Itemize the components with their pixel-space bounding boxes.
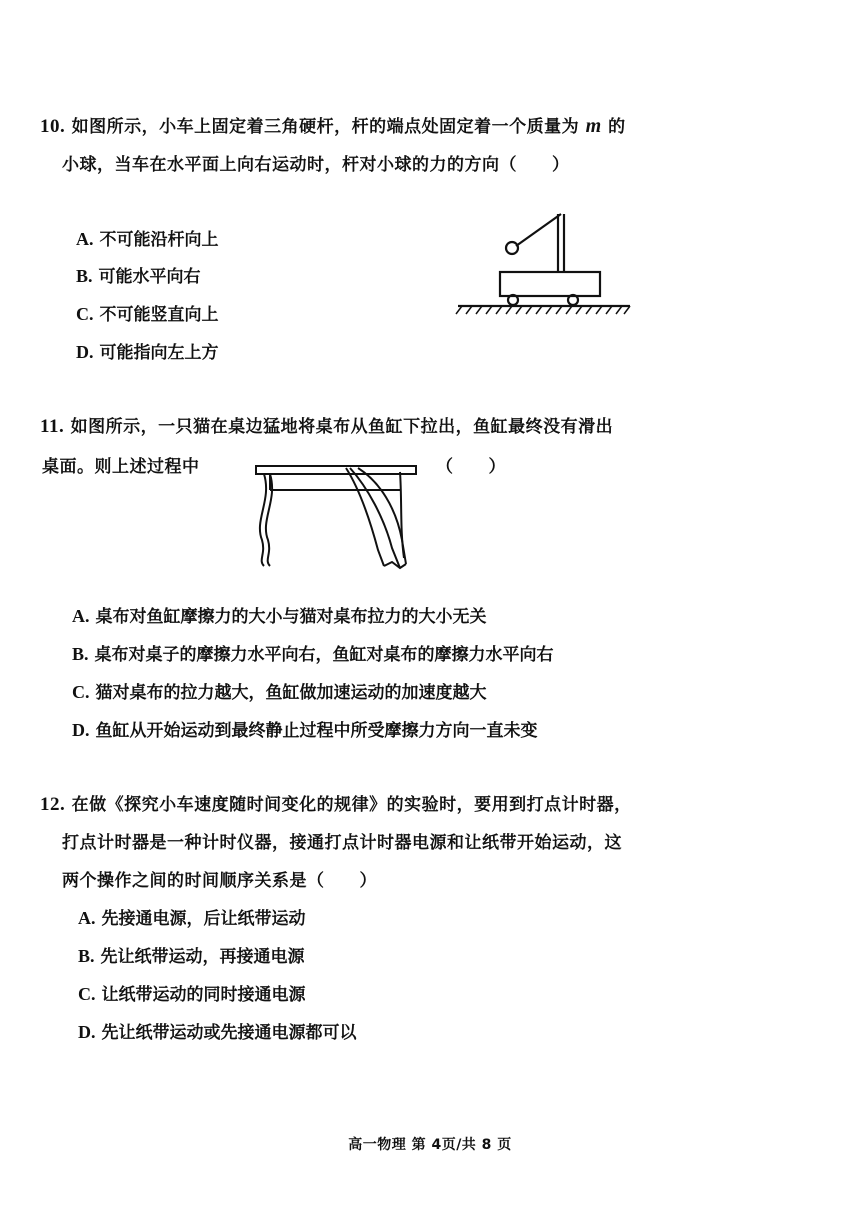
tablecloth-fold-3 bbox=[358, 468, 406, 564]
q11-option-a-text: 桌布对鱼缸摩擦力的大小与猫对桌布拉力的大小无关 bbox=[95, 607, 487, 627]
q10-option-a-text: 不可能沿杆向上 bbox=[99, 230, 219, 250]
page-footer: 高一物理 第 4页/共 8 页 bbox=[348, 1137, 512, 1153]
q11-option-c-text: 猫对桌布的拉力越大，鱼缸做加速运动的加速度越大 bbox=[95, 683, 487, 703]
q12-option-d bbox=[78, 1018, 357, 1043]
q10-line2: 小球，当车在水平面上向右运动时，杆对小球的力的方向（ ） bbox=[62, 155, 570, 175]
q12-option-c-label: C. bbox=[78, 984, 96, 1004]
q11-option-a bbox=[72, 602, 487, 627]
q12-option-b-text: 先让纸带运动，再接通电源 bbox=[100, 947, 305, 967]
q12-option-a-label: A. bbox=[78, 908, 96, 928]
q10-number: 10. bbox=[40, 116, 66, 137]
q12-option-b-label: B. bbox=[78, 946, 95, 966]
q12-number: 12. bbox=[40, 794, 66, 815]
tablecloth-fold-1 bbox=[346, 468, 384, 566]
slanted-rod bbox=[516, 214, 561, 246]
ground-hatching bbox=[456, 306, 630, 314]
q11-option-c-label: C. bbox=[72, 682, 90, 702]
q11-number: 11. bbox=[40, 416, 65, 437]
tablecloth-edge bbox=[400, 472, 404, 558]
q10-option-c bbox=[76, 300, 219, 325]
cart-rod-diagram bbox=[450, 200, 650, 330]
q12-option-c-text: 让纸带运动的同时接通电源 bbox=[101, 985, 306, 1005]
q11-line2: 桌面。则上述过程中 bbox=[42, 457, 200, 477]
q11-stem-part1: 如图所示，一只猫在桌边猛地将桌布从鱼缸下拉出，鱼缸最终没有滑出 bbox=[70, 417, 614, 437]
q10-option-d bbox=[76, 338, 219, 363]
table-cloth-diagram bbox=[250, 460, 430, 575]
q11-option-c bbox=[72, 678, 487, 703]
q10-stem-part1: 如图所示，小车上固定着三角硬杆，杆的端点处固定着一个质量为 bbox=[71, 117, 580, 137]
q10-option-a-label: A. bbox=[76, 229, 94, 249]
q12-option-d-text: 先让纸带运动或先接通电源都可以 bbox=[101, 1023, 357, 1043]
cart-body bbox=[500, 272, 600, 296]
q11-option-a-label: A. bbox=[72, 606, 90, 626]
q11-option-d-label: D. bbox=[72, 720, 90, 740]
q10-mass-symbol: m bbox=[585, 115, 602, 137]
q11-option-d bbox=[72, 716, 538, 741]
q10-option-b-text: 可能水平向右 bbox=[98, 267, 201, 287]
q10-option-c-text: 不可能竖直向上 bbox=[99, 305, 219, 325]
q12-option-a-text: 先接通电源，后让纸带运动 bbox=[101, 909, 306, 929]
table-leg-left bbox=[260, 474, 266, 566]
q12-line3: 两个操作之间的时间顺序关系是（ ） bbox=[62, 871, 377, 891]
q11-option-b-label: B. bbox=[72, 644, 89, 664]
q12-option-b bbox=[78, 942, 305, 967]
q10-option-d-label: D. bbox=[76, 342, 94, 362]
q11-option-b bbox=[72, 640, 554, 665]
q10-line1 bbox=[40, 112, 626, 138]
q11-option-d-text: 鱼缸从开始运动到最终静止过程中所受摩擦力方向一直未变 bbox=[95, 721, 538, 741]
q11-option-b-text: 桌布对桌子的摩擦力水平向右，鱼缸对桌布的摩擦力水平向右 bbox=[94, 645, 554, 665]
q12-line2: 打点计时器是一种计时仪器，接通打点计时器电源和让纸带开始运动，这 bbox=[62, 833, 622, 853]
q12-line1 bbox=[40, 790, 632, 816]
q11-answer-blank: （ ） bbox=[436, 457, 506, 477]
q10-option-b bbox=[76, 262, 201, 287]
table-top bbox=[256, 466, 416, 474]
q12-option-d-label: D. bbox=[78, 1022, 96, 1042]
q10-option-c-label: C. bbox=[76, 304, 94, 324]
q11-line1 bbox=[40, 412, 613, 438]
q10-stem-part2: 的 bbox=[608, 117, 626, 137]
q10-option-a bbox=[76, 225, 219, 250]
q12-option-c bbox=[78, 980, 306, 1005]
ball bbox=[506, 242, 518, 254]
q12-stem-part1: 在做《探究小车速度随时间变化的规律》的实验时，要用到打点计时器， bbox=[71, 795, 632, 815]
q10-option-b-label: B. bbox=[76, 266, 93, 286]
q10-option-d-text: 可能指向左上方 bbox=[99, 343, 219, 363]
q12-option-a bbox=[78, 904, 306, 929]
